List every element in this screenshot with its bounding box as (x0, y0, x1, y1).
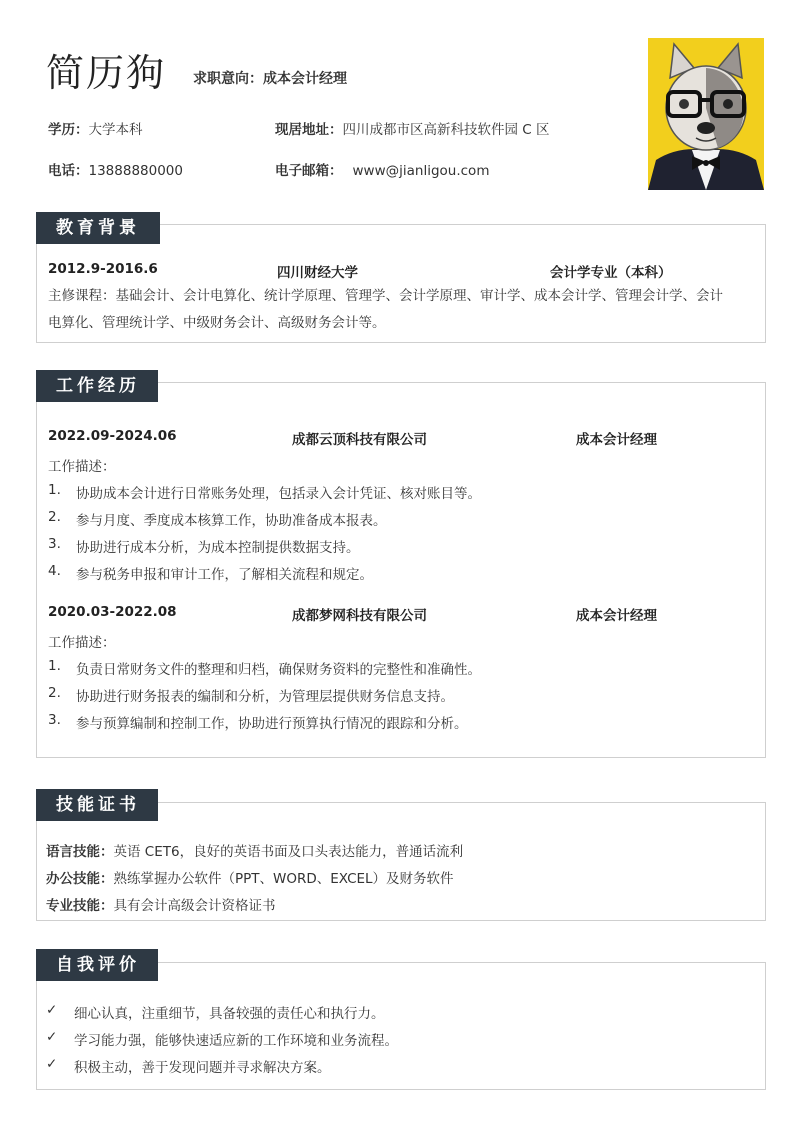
education-courses-line1: 主修课程：基础会计、会计电算化、统计学原理、管理学、会计学原理、审计学、成本会计学、管理会计学、会计 (48, 288, 723, 304)
dog-illustration-icon (648, 38, 764, 190)
education-title: 教育背景 (36, 212, 160, 244)
education-period: 2012.9-2016.6 (48, 261, 158, 277)
professional-skill (46, 894, 276, 914)
phone-value: 13888880000 (88, 163, 183, 179)
email-label: 电子邮箱： (275, 163, 343, 179)
language-skill-label: 语言技能： (46, 844, 114, 860)
job1-company: 成都云顶科技有限公司 (292, 432, 427, 448)
resume-name: 简历狗 (46, 51, 167, 95)
check-icon: ✓ (46, 1056, 58, 1072)
check-icon: ✓ (46, 1029, 58, 1045)
work-title: 工作经历 (36, 370, 158, 402)
professional-skill-label: 专业技能： (46, 898, 114, 914)
phone-info (48, 159, 183, 179)
education-label: 学历： (48, 122, 89, 138)
education-courses-line2: 电算化、管理统计学、中级财务会计、高级财务会计等。 (48, 315, 386, 331)
job1-period: 2022.09-2024.06 (48, 428, 177, 444)
check-icon: ✓ (46, 1002, 58, 1018)
office-skill-label: 办公技能： (46, 871, 114, 887)
office-skill-value: 熟练掌握办公软件（PPT、WORD、EXCEL）及财务软件 (113, 871, 454, 887)
office-skill (46, 867, 454, 887)
phone-label: 电话： (48, 163, 89, 179)
language-skill-value: 英语 CET6，良好的英语书面及口头表达能力，普通话流利 (113, 844, 464, 860)
professional-skill-value: 具有会计高级会计资格证书 (113, 898, 276, 914)
job-intent: 求职意向：成本会计经理 (193, 71, 347, 87)
email-info (275, 159, 489, 179)
skills-title: 技能证书 (36, 789, 158, 821)
self-evaluation-title: 自我评价 (36, 949, 158, 981)
job2-position: 成本会计经理 (576, 608, 657, 624)
profile-photo (648, 38, 764, 190)
email-value: www@jianligou.com (352, 163, 490, 179)
job1-desc-label: 工作描述： (48, 459, 116, 475)
job2-company: 成都梦网科技有限公司 (292, 608, 427, 624)
address-value: 四川成都市区高新科技软件园 C 区 (342, 122, 550, 138)
education-info (48, 118, 143, 138)
job1-position: 成本会计经理 (576, 432, 657, 448)
address-label: 现居地址： (275, 122, 343, 138)
language-skill (46, 840, 463, 860)
education-school: 四川财经大学 (277, 265, 358, 281)
education-value: 大学本科 (88, 122, 143, 138)
address-info (275, 118, 550, 138)
education-major: 会计学专业（本科） (550, 265, 672, 281)
job2-period: 2020.03-2022.08 (48, 604, 177, 620)
job2-desc-label: 工作描述： (48, 635, 116, 651)
